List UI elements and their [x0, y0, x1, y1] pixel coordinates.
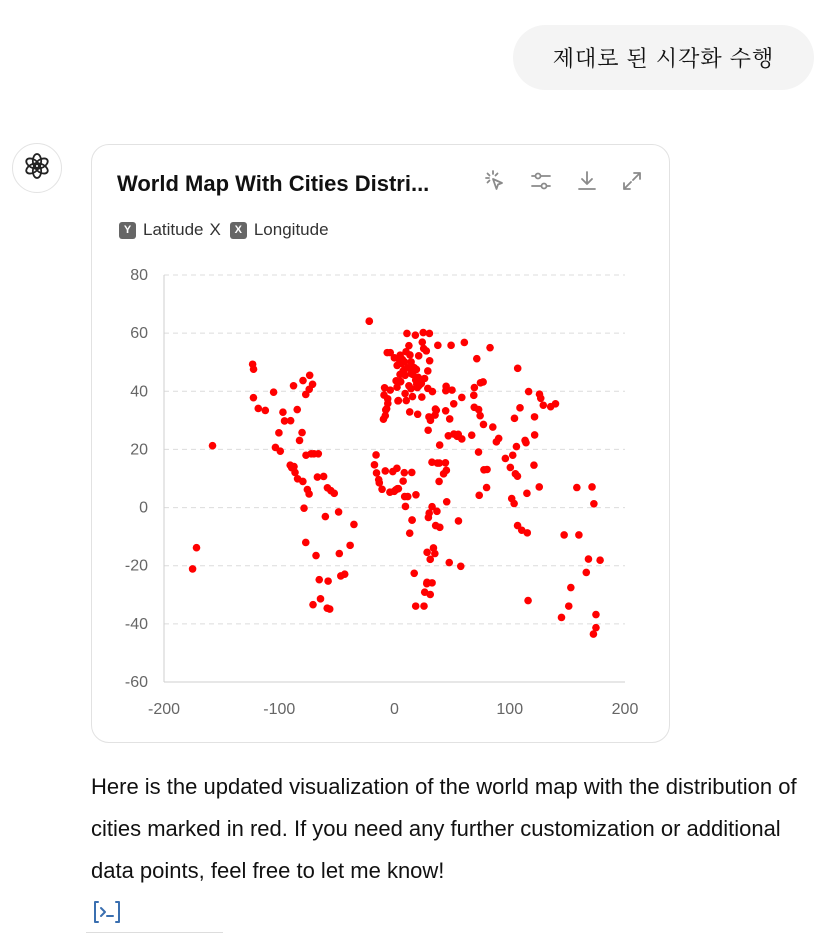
city-point[interactable] — [588, 483, 596, 491]
city-point[interactable] — [431, 550, 439, 558]
city-point[interactable] — [296, 437, 304, 445]
city-point[interactable] — [406, 408, 414, 416]
city-point[interactable] — [299, 478, 307, 486]
user-message-bubble — [513, 25, 814, 90]
city-point[interactable] — [380, 415, 388, 423]
x-axis-legend-label: Longitude — [253, 220, 329, 239]
city-point[interactable] — [573, 484, 581, 492]
city-point[interactable] — [443, 498, 451, 506]
city-point[interactable] — [516, 404, 524, 412]
city-point[interactable] — [429, 388, 437, 396]
city-point[interactable] — [423, 578, 431, 586]
city-point[interactable] — [405, 342, 413, 350]
city-point[interactable] — [279, 408, 287, 416]
city-point[interactable] — [309, 381, 317, 389]
y-tick-label: 20 — [130, 441, 148, 459]
city-point[interactable] — [409, 393, 417, 401]
city-point[interactable] — [315, 450, 323, 458]
x-tick-label: 0 — [390, 701, 399, 718]
openai-logo-icon — [23, 152, 51, 185]
city-point[interactable] — [477, 379, 485, 387]
terminal-code-icon — [92, 899, 122, 930]
city-point[interactable] — [434, 342, 442, 350]
y-axis-badge: Y — [119, 222, 136, 239]
city-point[interactable] — [335, 550, 343, 558]
city-point[interactable] — [372, 451, 380, 459]
city-point[interactable] — [531, 413, 539, 421]
y-tick-label: -20 — [124, 557, 148, 575]
y-tick-label: 80 — [130, 267, 148, 284]
city-point[interactable] — [509, 451, 517, 459]
city-point[interactable] — [412, 602, 420, 610]
city-point[interactable] — [523, 529, 531, 537]
y-tick-label: 40 — [130, 383, 148, 401]
city-point[interactable] — [590, 500, 598, 508]
city-point[interactable] — [510, 500, 518, 508]
city-point[interactable] — [404, 493, 412, 501]
city-point[interactable] — [535, 483, 543, 491]
city-point[interactable] — [418, 393, 426, 401]
city-point[interactable] — [420, 602, 428, 610]
city-point[interactable] — [585, 555, 593, 563]
city-point[interactable] — [458, 435, 466, 443]
x-tick-label: 200 — [611, 701, 639, 718]
city-point[interactable] — [486, 344, 494, 352]
city-point[interactable] — [448, 386, 456, 394]
city-point[interactable] — [317, 595, 325, 603]
city-point[interactable] — [324, 577, 332, 585]
city-point[interactable] — [302, 539, 310, 547]
city-point[interactable] — [407, 385, 415, 393]
city-point[interactable] — [290, 382, 298, 390]
city-point[interactable] — [435, 478, 443, 486]
city-point[interactable] — [446, 415, 454, 423]
city-point[interactable] — [558, 614, 566, 622]
city-point[interactable] — [530, 461, 538, 469]
city-point[interactable] — [423, 549, 431, 557]
city-point[interactable] — [272, 444, 280, 452]
city-point[interactable] — [254, 405, 262, 413]
city-point[interactable] — [408, 469, 416, 477]
city-point[interactable] — [461, 339, 469, 347]
city-point[interactable] — [394, 397, 402, 405]
city-point[interactable] — [511, 415, 519, 423]
city-point[interactable] — [395, 485, 403, 493]
city-point[interactable] — [426, 330, 434, 338]
city-point[interactable] — [401, 390, 409, 398]
city-point[interactable] — [396, 378, 404, 386]
assistant-reply-text: Here is the updated visualization of the world map with the distribution of cities marked in red. If you need any further customization or additional data points, feel free to let me know! — [91, 774, 797, 883]
city-point[interactable] — [365, 317, 373, 325]
city-point[interactable] — [193, 544, 201, 552]
city-point[interactable] — [323, 604, 331, 612]
legend-separator: X — [209, 220, 221, 239]
view-code-button[interactable] — [92, 901, 122, 927]
city-point[interactable] — [275, 429, 283, 437]
city-point[interactable] — [415, 352, 423, 360]
city-point[interactable] — [418, 338, 426, 346]
city-point[interactable] — [513, 443, 521, 451]
city-point[interactable] — [447, 342, 455, 350]
grid-layer — [164, 275, 625, 682]
city-point[interactable] — [249, 360, 257, 368]
city-point[interactable] — [412, 491, 420, 499]
city-point[interactable] — [560, 531, 568, 539]
city-point[interactable] — [425, 413, 433, 421]
city-point[interactable] — [426, 357, 434, 365]
y-axis-legend-label: Latitude — [143, 220, 204, 239]
city-point[interactable] — [536, 390, 544, 398]
city-point[interactable] — [337, 572, 345, 580]
x-tick-label: -100 — [263, 701, 296, 718]
city-point[interactable] — [473, 355, 481, 363]
city-point[interactable] — [324, 484, 332, 492]
y-tick-label: 0 — [139, 499, 148, 517]
city-point[interactable] — [399, 477, 407, 485]
city-point[interactable] — [480, 421, 488, 429]
city-point[interactable] — [565, 602, 573, 610]
city-point[interactable] — [470, 392, 478, 400]
chart-card — [91, 144, 670, 743]
city-point[interactable] — [293, 406, 301, 414]
city-point[interactable] — [402, 503, 410, 511]
city-point[interactable] — [590, 630, 598, 638]
city-point[interactable] — [314, 473, 322, 481]
city-point[interactable] — [458, 394, 466, 402]
city-point[interactable] — [209, 442, 217, 450]
city-point[interactable] — [592, 611, 600, 619]
x-axis-badge: X — [230, 222, 247, 239]
city-point[interactable] — [315, 576, 323, 584]
x-tick-label: -200 — [147, 701, 181, 718]
city-point[interactable] — [575, 531, 583, 539]
divider — [86, 932, 223, 933]
city-point[interactable] — [299, 377, 307, 385]
city-point[interactable] — [455, 517, 463, 525]
city-point[interactable] — [389, 468, 397, 476]
city-point[interactable] — [424, 367, 432, 375]
city-point[interactable] — [507, 464, 515, 472]
city-point[interactable] — [523, 490, 531, 498]
y-tick-label: -40 — [124, 615, 148, 633]
city-point[interactable] — [399, 356, 407, 364]
assistant-avatar — [12, 143, 62, 193]
city-point[interactable] — [475, 448, 483, 456]
city-point[interactable] — [304, 486, 312, 494]
city-point[interactable] — [346, 542, 354, 550]
city-point[interactable] — [298, 429, 306, 437]
city-point[interactable] — [582, 569, 590, 577]
city-point[interactable] — [436, 441, 444, 449]
point-layer — [189, 317, 604, 637]
city-point[interactable] — [524, 597, 532, 605]
city-point[interactable] — [539, 401, 547, 409]
user-message-text: 제대로 된 시각화 수행 — [552, 46, 775, 71]
city-point[interactable] — [414, 410, 422, 418]
city-point[interactable] — [306, 371, 314, 379]
city-point[interactable] — [514, 472, 522, 480]
city-point[interactable] — [476, 412, 484, 420]
city-point[interactable] — [402, 397, 410, 405]
city-point[interactable] — [312, 552, 320, 560]
city-point[interactable] — [440, 470, 448, 478]
city-point[interactable] — [335, 508, 343, 516]
city-point[interactable] — [302, 391, 310, 399]
city-point[interactable] — [495, 435, 503, 443]
city-point[interactable] — [350, 521, 358, 529]
scatter-plot[interactable] — [92, 145, 669, 742]
city-point[interactable] — [521, 437, 529, 445]
city-point[interactable] — [423, 347, 431, 355]
city-point[interactable] — [424, 426, 432, 434]
city-point[interactable] — [408, 516, 416, 524]
city-point[interactable] — [262, 407, 270, 415]
y-tick-label: -60 — [124, 674, 148, 691]
city-point[interactable] — [410, 569, 418, 577]
y-tick-label: 60 — [130, 325, 148, 343]
city-point[interactable] — [514, 365, 522, 373]
city-point[interactable] — [489, 423, 497, 431]
city-point[interactable] — [378, 485, 386, 493]
city-point[interactable] — [373, 469, 381, 477]
city-point[interactable] — [406, 529, 414, 537]
city-point[interactable] — [436, 459, 444, 467]
city-point[interactable] — [270, 388, 278, 396]
city-point[interactable] — [531, 431, 539, 439]
city-point[interactable] — [457, 562, 465, 570]
city-point[interactable] — [381, 384, 389, 392]
city-point[interactable] — [502, 455, 510, 463]
city-point[interactable] — [468, 431, 476, 439]
city-point[interactable] — [250, 394, 258, 402]
city-point[interactable] — [483, 484, 491, 492]
city-point[interactable] — [567, 584, 575, 592]
city-point[interactable] — [383, 349, 391, 357]
city-point[interactable] — [300, 504, 308, 512]
city-point[interactable] — [309, 601, 317, 609]
city-point[interactable] — [445, 559, 453, 567]
city-point[interactable] — [475, 492, 483, 500]
city-point[interactable] — [396, 371, 404, 379]
city-point[interactable] — [189, 565, 197, 573]
city-point[interactable] — [547, 403, 555, 411]
city-point[interactable] — [525, 388, 533, 396]
city-point[interactable] — [281, 417, 289, 425]
city-point[interactable] — [442, 407, 450, 415]
city-point[interactable] — [384, 400, 392, 408]
city-point[interactable] — [412, 331, 420, 339]
city-point[interactable] — [432, 522, 440, 530]
city-point[interactable] — [425, 514, 433, 522]
city-point[interactable] — [596, 556, 604, 564]
city-point[interactable] — [480, 466, 488, 474]
chart-title: World Map With Cities Distri... — [117, 171, 430, 196]
city-point[interactable] — [381, 467, 389, 475]
city-point[interactable] — [450, 400, 458, 408]
city-point[interactable] — [371, 461, 379, 469]
city-point[interactable] — [400, 469, 408, 477]
city-point[interactable] — [322, 513, 330, 521]
city-point[interactable] — [403, 330, 411, 338]
city-point[interactable] — [471, 384, 479, 392]
city-point[interactable] — [421, 375, 429, 383]
city-point[interactable] — [421, 588, 429, 596]
x-tick-label: 100 — [496, 701, 524, 718]
